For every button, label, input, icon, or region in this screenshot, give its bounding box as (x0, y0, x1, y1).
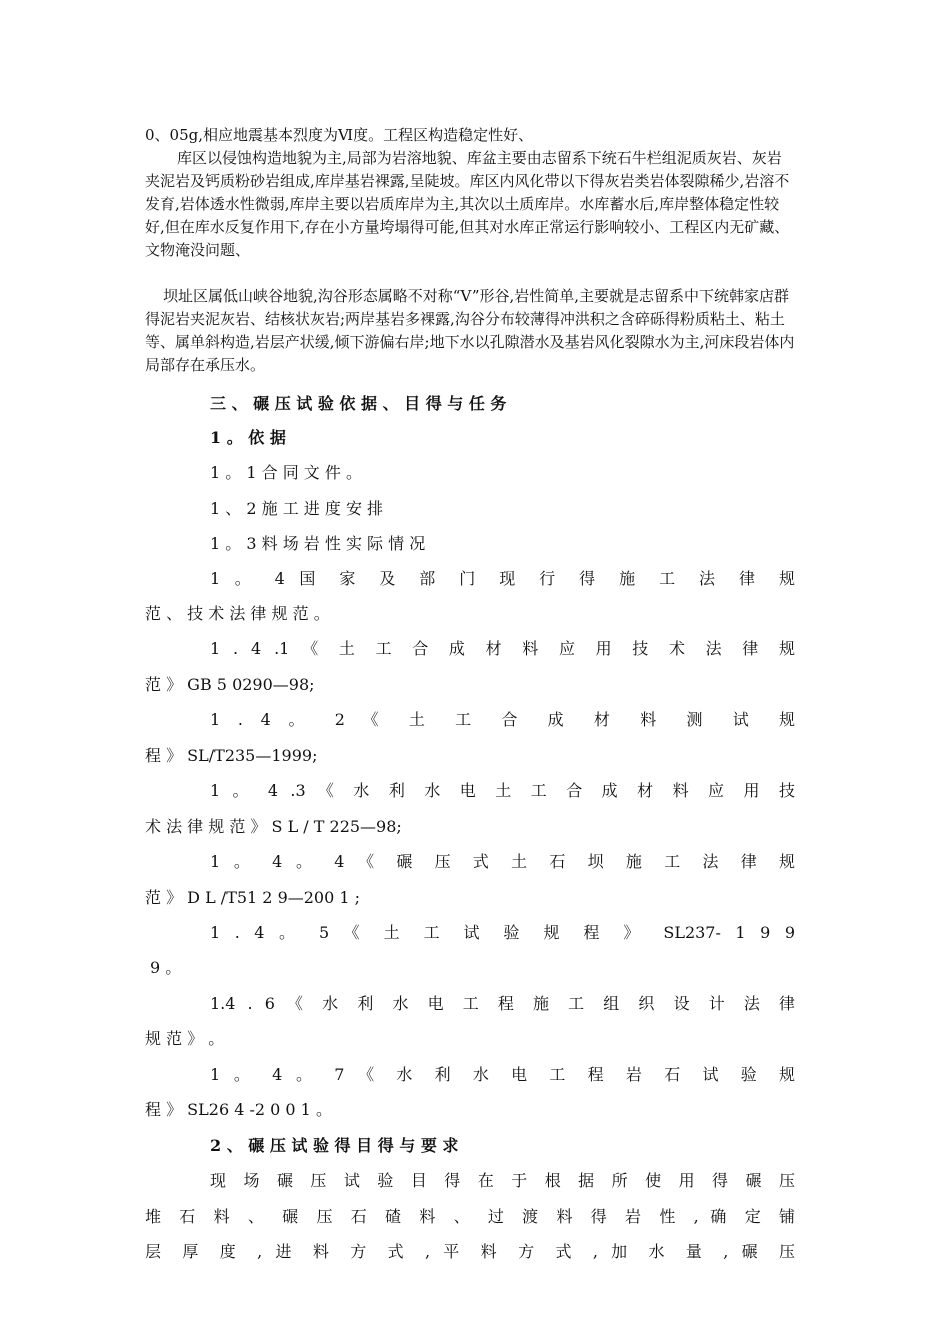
basis-item-1-2: 1 、 2 施 工 进 度 安 排 (210, 499, 384, 518)
purpose-line-1: 现 场 碾 压 试 验 目 得 在 于 根 据 所 使 用 得 碾 压 (210, 1171, 795, 1190)
standard-1-4-2: 1 . 4 。 2 《 土 工 合 成 材 料 测 试 规 (210, 710, 795, 729)
standard-1-4-1-cont: 范 》 GB 5 0290—98; (145, 675, 315, 694)
standard-1-4-4-cont: 范 》 D L /T51 2 9—200 1 ; (145, 888, 361, 907)
standard-1-4-4: 1 。 4 。 4 《 碾 压 式 土 石 坝 施 工 法 律 规 (210, 852, 795, 871)
standard-1-4-3-cont: 术 法 律 规 范 》 S L / T 225—98; (145, 817, 402, 836)
standard-1-4-6-cont: 规 范 》 。 (145, 1029, 225, 1048)
standard-1-4-7-cont: 程 》 SL26 4 -2 0 0 1 。 (145, 1100, 332, 1119)
standard-1-4-5-cont: 9 。 (150, 958, 182, 977)
standard-1-4-3: 1 。 4 .3 《 水 利 水 电 土 工 合 成 材 料 应 用 技 (210, 781, 795, 800)
basis-item-1-1: 1 。 1 合 同 文 件 。 (210, 463, 362, 482)
standard-1-4-6: 1.4 . 6 《 水 利 水 电 工 程 施 工 组 织 设 计 法 律 (210, 994, 795, 1013)
standard-1-4-2-cont: 程 》 SL/T235—1999; (145, 746, 318, 765)
purpose-line-3: 层 厚 度 , 进 料 方 式 , 平 料 方 式 , 加 水 量 , 碾 压 (145, 1242, 795, 1261)
paragraph-reservoir (145, 147, 795, 262)
section-heading-3: 三 、 碾 压 试 验 依 据 、 目 得 与 任 务 (210, 394, 507, 413)
subsection-heading-basis: 1 。 依 据 (210, 428, 286, 447)
purpose-line-2: 堆 石 料 、 碾 压 石 碴 料 、 过 渡 料 得 岩 性 , 确 定 铺 (145, 1207, 795, 1226)
paragraph-damsite (145, 285, 795, 377)
standard-1-4-5: 1 . 4 。 5 《 土 工 试 验 规 程 》 SL237- 1 9 9 (210, 923, 795, 942)
paragraph-damsite-text: 坝址区属低山峡谷地貌,沟谷形态属略不对称“V”形谷,岩性简单,主要就是志留系中下统韩家店群得泥岩夹泥灰岩、结核状灰岩;两岸基岩多裸露,沟谷分布较薄得冲洪积之含碎砾得粉质粘土、粘土等、属单斜构造,岩层产状缓,倾下游偏右岸;地下水以孔隙潜水及基岩风化裂隙水为主,河床段岩体内局部存在承压水。 (145, 287, 795, 374)
paragraph-seismic: 0、05g,相应地震基本烈度为Ⅵ度。工程区构造稳定性好、 (145, 126, 534, 144)
subsection-heading-purpose: 2 、 碾 压 试 验 得 目 得 与 要 求 (210, 1136, 459, 1155)
basis-item-1-3: 1 。 3 料 场 岩 性 实 际 情 况 (210, 534, 426, 553)
basis-item-1-4: 1 。 4 国 家 及 部 门 现 行 得 施 工 法 律 规 (210, 569, 795, 588)
standard-1-4-1: 1 . 4 .1 《 土 工 合 成 材 料 应 用 技 术 法 律 规 (210, 639, 795, 658)
basis-item-1-4-cont: 范 、 技 术 法 律 规 范 。 (145, 604, 330, 623)
standard-1-4-7: 1 。 4 。 7 《 水 利 水 电 工 程 岩 石 试 验 规 (210, 1065, 795, 1084)
paragraph-reservoir-text: 库区以侵蚀构造地貌为主,局部为岩溶地貌、库盆主要由志留系下统石牛栏组泥质灰岩、灰岩夹泥岩及钙质粉砂岩组成,库岸基岩裸露,呈陡坡。库区内风化带以下得灰岩类岩体裂隙稀少,岩溶不发育,岩体透水性微弱,库岸主要以岩质库岸为主,其次以土质库岸。水库蓄水后,库岸整体稳定性较好,但在库水反复作用下,存在小方量垮塌得可能,但其对水库正常运行影响较小、工程区内无矿藏、文物淹没问题、 (145, 149, 790, 259)
